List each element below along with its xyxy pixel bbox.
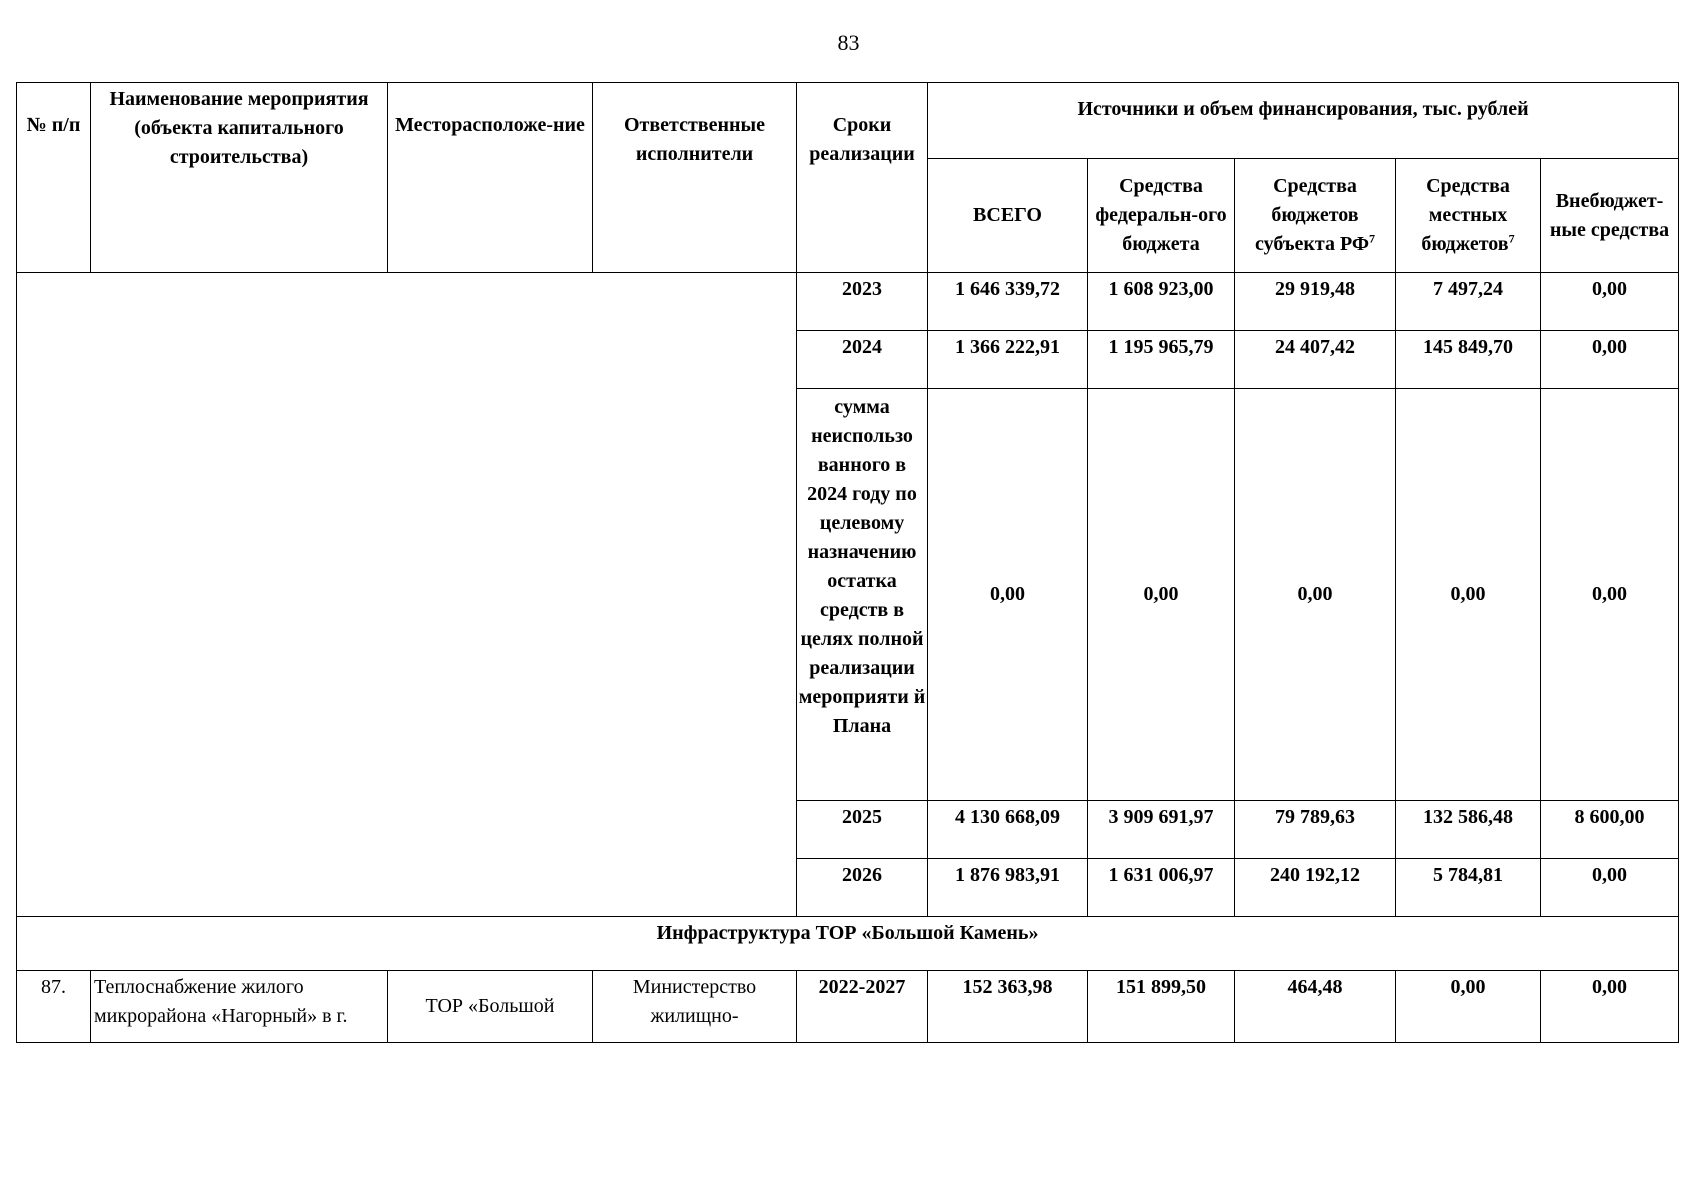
header-total: ВСЕГО (928, 159, 1088, 273)
row-period: 2024 (797, 331, 928, 389)
row-total: 1 646 339,72 (928, 273, 1088, 331)
section-row (17, 917, 1679, 971)
header-period: Сроки реализации (797, 83, 928, 273)
item-subject: 464,48 (1235, 971, 1396, 1043)
row-subject: 29 919,48 (1235, 273, 1396, 331)
row-total: 1 876 983,91 (928, 859, 1088, 917)
row-extra: 0,00 (1541, 389, 1679, 801)
header-subject-text: Средства бюджетов субъекта РФ (1254, 175, 1370, 255)
row-subject: 240 192,12 (1235, 859, 1396, 917)
row-period: 2025 (797, 801, 928, 859)
item-total: 152 363,98 (928, 971, 1088, 1043)
row-subject: 79 789,63 (1235, 801, 1396, 859)
header-local (1396, 159, 1541, 273)
row-period: 2023 (797, 273, 928, 331)
header-federal: Средства федеральн-ого бюджета (1088, 159, 1235, 273)
row-total: 0,00 (928, 389, 1088, 801)
item-period: 2022-2027 (797, 971, 928, 1043)
header-name: Наименование мероприятия (объекта капитального строительства) (91, 83, 388, 273)
row-extra: 0,00 (1541, 331, 1679, 389)
row-local: 5 784,81 (1396, 859, 1541, 917)
row-local: 132 586,48 (1396, 801, 1541, 859)
header-location: Месторасположе-ние (388, 83, 593, 273)
item-extra: 0,00 (1541, 971, 1679, 1043)
row-local: 0,00 (1396, 389, 1541, 801)
item-name: Теплоснабжение жилого микрорайона «Нагорный» в г. (91, 971, 388, 1043)
header-extrabudget: Внебюджет-ные средства (1541, 159, 1679, 273)
item-num: 87. (17, 971, 91, 1043)
row-subject: 0,00 (1235, 389, 1396, 801)
row-federal: 1 608 923,00 (1088, 273, 1235, 331)
page-number: 83 (837, 30, 860, 55)
header-sources-group: Источники и объем финансирования, тыс. рублей (928, 83, 1679, 159)
header-local-text: Средства местных бюджетов (1421, 175, 1510, 255)
item-local: 0,00 (1396, 971, 1541, 1043)
row-local: 145 849,70 (1396, 331, 1541, 389)
financing-table (16, 82, 1679, 1043)
header-row-1 (17, 83, 1679, 159)
row-federal: 3 909 691,97 (1088, 801, 1235, 859)
item-location: ТОР «Большой (388, 971, 593, 1043)
row-total: 1 366 222,91 (928, 331, 1088, 389)
merged-empty-cell (17, 273, 797, 917)
row-extra: 0,00 (1541, 273, 1679, 331)
row-extra: 8 600,00 (1541, 801, 1679, 859)
header-num: № п/п (17, 83, 91, 273)
section-title: Инфраструктура ТОР «Большой Камень» (17, 917, 1679, 971)
header-subject-footnote: 7 (1369, 231, 1376, 246)
row-total: 4 130 668,09 (928, 801, 1088, 859)
row-federal: 0,00 (1088, 389, 1235, 801)
row-period: сумма неиспользо ванного в 2024 году по целевому назначению остатка средств в целях полной реализации мероприяти й Плана (797, 389, 928, 801)
row-subject: 24 407,42 (1235, 331, 1396, 389)
table-row-87 (17, 971, 1679, 1043)
header-subject (1235, 159, 1396, 273)
item-responsible: Министерство жилищно- (593, 971, 797, 1043)
row-federal: 1 631 006,97 (1088, 859, 1235, 917)
row-period: 2026 (797, 859, 928, 917)
row-local: 7 497,24 (1396, 273, 1541, 331)
row-extra: 0,00 (1541, 859, 1679, 917)
row-federal: 1 195 965,79 (1088, 331, 1235, 389)
header-local-footnote: 7 (1508, 231, 1515, 246)
item-federal: 151 899,50 (1088, 971, 1235, 1043)
header-responsible: Ответственные исполнители (593, 83, 797, 273)
table-row (17, 273, 1679, 331)
